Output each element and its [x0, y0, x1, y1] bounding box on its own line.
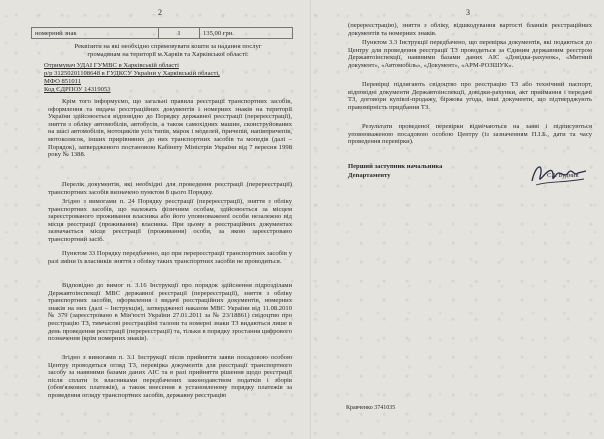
signatory-name: С.І. Будник — [547, 172, 579, 179]
paragraph: Згідно з вимогами п. 24 Порядку реєстрації (перереєстрації), зняття з обліку транспортних засобів, що належать фізичним особам, здійснюється за місцем зареєстрованого проживання власника або його уповноваженої особи незалежно від місця реєстрації (проживання) власника. При цьому в реєстраційних документах зазначається місце реєстрації (проживання) особи, за якою зареєстровано транспортний засіб. — [48, 198, 292, 243]
signatory-title: Департаменту — [348, 172, 391, 179]
paragraph: Результати проведеної перевірки відмічаються на заяві і підписуються уповноваженою посадовою особою Центру (із зазначенням П.І.Б., дати та часу проведення перевірки). — [348, 123, 592, 146]
table-cell: 1 — [159, 28, 200, 39]
paragraph: Відповідно до вимог п. 3.16 Інструкції про порядок здійснення підрозділами Державтоінспекції МВС державної реєстрації (перереєстрації), зняття з обліку транспортних засобів, оформлення і видачі реєстраційних документів, номерних знаків на них (далі – Інструкція), затвердженої наказом МВС України від 11.08.2010 № 379 (зареєстровано в Мін'юсті України 27.01.2011 за № 23/18861) свідоцтво про реєстрацію ТЗ, тимчасові реєстраційні талони та номерні знаки ТЗ видаються лише в день проведення реєстрації (перереєстрації) та, тільки в порядку зростання цифрового позначення (крім номерних знаків). — [48, 282, 292, 343]
recipient-line: Код ЄДРПОУ 14319053 — [44, 86, 111, 93]
page-number-left: 2 — [158, 8, 162, 17]
paragraph: Згідно з вимогами п. 3.1 Інструкції після прийняття заяви посадовою особою Центру проводяться огляд ТЗ, перевірка документів для реєстрації транспортного засобу за наявними базами даних АІС та в разі прийняття рішення щодо реєстрації після сплати їх власниками передбачених законодавством податків і зборів (обов'язкових платежів), а також внесення в установленому порядку платежів за проведення огляду транспортних засобів, державну реєстрацію — [48, 354, 292, 399]
paragraph: Пунктом 33 Порядку передбачено, що при перереєстрації транспортних засобів у разі зміни їх власників зняття з обліку таких транспортних засобів не проводиться. — [48, 250, 292, 265]
paragraph: Пунктом 3.3 Інструкції передбачено, що перевірка документів, які подаються до Центру для проведення реєстрації ТЗ проводиться за Єдиним державним реєстром Державтоінспекції, наявними базами даних АІС «Довідка-рахунок», «Митний документ», «Автомобіль», «Документ», «АРМ-РОЗШУК». — [348, 39, 592, 69]
signatory-title: Перший заступник начальника — [348, 163, 443, 170]
table-row — [32, 28, 293, 39]
paragraph: Крім того інформуємо, що загальні правила реєстрації транспортних засобів, оформлення та видача реєстраційних документів і номерних знаків на території України здійснюється відповідно до Порядку державної реєстрації (перереєстрації), зняття з обліку автомобілів, автобусів, а також самохідних машин, сконструйованих на шасі автомобілів, мотоциклів усіх типів, марок і моделей, причепів, напівпричепів, мотоколясок, інших прирівняних до них транспортних засобів та мопедів (далі – Порядок), затвердженого постановою Кабінету Міністрів України від 7 вересня 1998 року № 1388. — [48, 98, 292, 159]
recipient-line: МФО 851011 — [44, 78, 82, 85]
paragraph: Перелік документів, які необхідні для проведення реєстрації (перереєстрації) транспортних засобів визначено пунктом 8 цього Порядку. — [48, 181, 292, 196]
paragraph: (перереєстрацію), зняття з обліку, відшкодування вартості бланків реєстраційних документів та номерних знаків. — [348, 22, 592, 37]
fee-table — [31, 27, 293, 39]
payment-intro: Реквізити на які необхідно спрямовувати кошти за надання послуг громадянам на території м.Харків та Харківської області: — [74, 43, 262, 58]
recipient-line: р/р 31250201108648 в ГУДКСУ України у Харківській області, — [44, 70, 220, 77]
table-cell: номерний знак — [32, 28, 159, 39]
footer-note: Кравченко 3741035 — [346, 405, 396, 411]
table-cell: 135,00 грн. — [200, 28, 293, 39]
paragraph: Перевірці підлягають свідоцтво про реєстрацію ТЗ або технічний паспорт, відповідні документи Державтоінспекції, довідки-рахунки, акт приймання і передачі ТЗ, договори купівлі-продажу, біржова угода, інші документи, що підтверджують правомірність придбання ТЗ. — [348, 81, 592, 111]
column-divider — [310, 0, 311, 439]
page-number-right: 3 — [466, 8, 470, 17]
recipient-line: Отримувач УДАІ ГУМВС в Харківській області — [44, 62, 179, 69]
